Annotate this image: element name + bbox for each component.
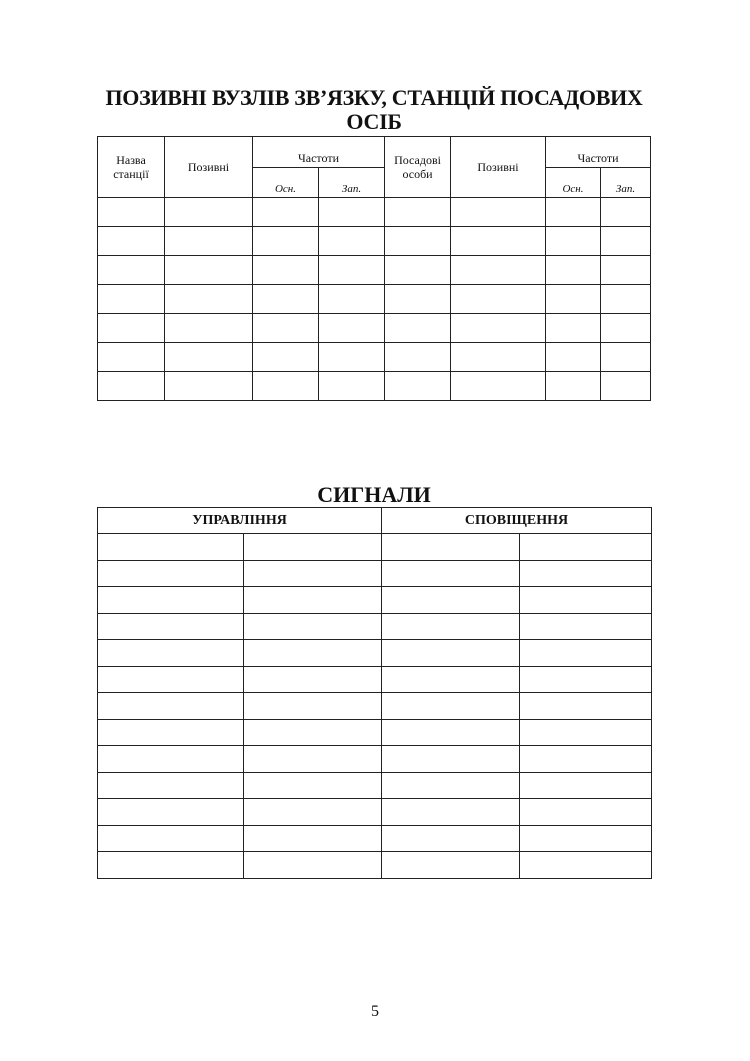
empty-cell — [601, 227, 651, 256]
empty-cell — [520, 746, 652, 773]
empty-cell — [244, 693, 382, 720]
empty-cell — [520, 693, 652, 720]
empty-cell — [546, 314, 601, 343]
empty-cell — [319, 227, 385, 256]
empty-cell — [382, 772, 520, 799]
header-station-name: Назва станції — [98, 137, 165, 198]
empty-cell — [385, 198, 451, 227]
empty-cell — [319, 314, 385, 343]
empty-cell — [520, 825, 652, 852]
empty-cell — [546, 372, 601, 401]
empty-cell — [385, 372, 451, 401]
empty-cell — [98, 227, 165, 256]
empty-cell — [385, 314, 451, 343]
empty-cell — [451, 285, 546, 314]
table-row — [98, 285, 651, 314]
empty-cell — [244, 772, 382, 799]
empty-cell — [244, 613, 382, 640]
header-notification: СПОВІЩЕННЯ — [382, 508, 652, 534]
empty-cell — [520, 772, 652, 799]
empty-cell — [165, 198, 253, 227]
empty-cell — [98, 772, 244, 799]
table-row — [98, 534, 652, 561]
empty-cell — [385, 256, 451, 285]
empty-cell — [244, 666, 382, 693]
table-row — [98, 227, 651, 256]
empty-cell — [520, 560, 652, 587]
table-row — [98, 719, 652, 746]
empty-cell — [244, 534, 382, 561]
empty-cell — [520, 534, 652, 561]
header-reserve: Зап. — [601, 168, 651, 198]
table-row — [98, 666, 652, 693]
empty-cell — [253, 227, 319, 256]
empty-cell — [451, 227, 546, 256]
empty-cell — [253, 372, 319, 401]
table-row — [98, 825, 652, 852]
empty-cell — [244, 746, 382, 773]
table-row — [98, 613, 652, 640]
empty-cell — [244, 587, 382, 614]
empty-cell — [253, 314, 319, 343]
header-reserve: Зап. — [319, 168, 385, 198]
empty-cell — [319, 256, 385, 285]
empty-cell — [451, 256, 546, 285]
table-row — [98, 560, 652, 587]
empty-cell — [98, 799, 244, 826]
empty-cell — [451, 343, 546, 372]
empty-cell — [98, 372, 165, 401]
empty-cell — [601, 198, 651, 227]
empty-cell — [382, 746, 520, 773]
header-control: УПРАВЛІННЯ — [98, 508, 382, 534]
empty-cell — [451, 198, 546, 227]
empty-cell — [520, 852, 652, 879]
signals-title: СИГНАЛИ — [317, 482, 431, 507]
empty-cell — [546, 198, 601, 227]
empty-cell — [244, 825, 382, 852]
empty-cell — [319, 198, 385, 227]
empty-cell — [98, 825, 244, 852]
empty-cell — [98, 587, 244, 614]
empty-cell — [382, 560, 520, 587]
empty-cell — [382, 719, 520, 746]
empty-cell — [244, 852, 382, 879]
header-frequencies: Частоти — [253, 137, 385, 168]
empty-cell — [520, 799, 652, 826]
empty-cell — [546, 285, 601, 314]
empty-cell — [98, 613, 244, 640]
empty-cell — [319, 372, 385, 401]
empty-cell — [244, 640, 382, 667]
empty-cell — [165, 343, 253, 372]
empty-cell — [546, 227, 601, 256]
empty-cell — [165, 227, 253, 256]
empty-cell — [253, 343, 319, 372]
empty-cell — [98, 666, 244, 693]
empty-cell — [601, 285, 651, 314]
empty-cell — [451, 372, 546, 401]
empty-cell — [165, 314, 253, 343]
empty-cell — [382, 666, 520, 693]
empty-cell — [244, 560, 382, 587]
empty-cell — [382, 799, 520, 826]
page-number: 5 — [371, 1003, 379, 1020]
table-row — [98, 343, 651, 372]
header-callsigns: Позивні — [451, 137, 546, 198]
empty-cell — [98, 534, 244, 561]
empty-cell — [385, 227, 451, 256]
header-callsigns: Позивні — [165, 137, 253, 198]
empty-cell — [520, 719, 652, 746]
empty-cell — [382, 534, 520, 561]
empty-cell — [385, 343, 451, 372]
empty-cell — [382, 825, 520, 852]
empty-cell — [98, 719, 244, 746]
table-row — [98, 693, 652, 720]
empty-cell — [385, 285, 451, 314]
empty-cell — [601, 314, 651, 343]
table-row — [98, 256, 651, 285]
empty-cell — [98, 746, 244, 773]
empty-cell — [382, 587, 520, 614]
empty-cell — [319, 285, 385, 314]
table-row — [98, 772, 652, 799]
empty-cell — [98, 314, 165, 343]
empty-cell — [601, 372, 651, 401]
header-frequencies: Частоти — [546, 137, 651, 168]
callsigns-table — [97, 136, 651, 401]
empty-cell — [601, 343, 651, 372]
empty-cell — [98, 343, 165, 372]
table-row — [98, 746, 652, 773]
table-row — [98, 799, 652, 826]
table-row — [98, 587, 652, 614]
empty-cell — [546, 343, 601, 372]
empty-cell — [520, 666, 652, 693]
empty-cell — [382, 693, 520, 720]
empty-cell — [244, 719, 382, 746]
empty-cell — [520, 587, 652, 614]
empty-cell — [546, 256, 601, 285]
table-row — [98, 640, 652, 667]
empty-cell — [253, 198, 319, 227]
empty-cell — [244, 799, 382, 826]
empty-cell — [165, 285, 253, 314]
table-row — [98, 372, 651, 401]
empty-cell — [253, 256, 319, 285]
signals-table — [97, 507, 652, 879]
empty-cell — [165, 256, 253, 285]
empty-cell — [98, 640, 244, 667]
empty-cell — [520, 640, 652, 667]
empty-cell — [165, 372, 253, 401]
empty-cell — [98, 693, 244, 720]
empty-cell — [319, 343, 385, 372]
header-main: Осн. — [253, 168, 319, 198]
empty-cell — [382, 852, 520, 879]
page-title: ПОЗИВНІ ВУЗЛІВ ЗВ’ЯЗКУ, СТАНЦІЙ ПОСАДОВИХ ОСІБ — [105, 85, 643, 134]
empty-cell — [98, 852, 244, 879]
table-row — [98, 852, 652, 879]
table-row — [98, 198, 651, 227]
empty-cell — [382, 613, 520, 640]
empty-cell — [382, 640, 520, 667]
empty-cell — [98, 560, 244, 587]
empty-cell — [98, 256, 165, 285]
empty-cell — [253, 285, 319, 314]
empty-cell — [98, 285, 165, 314]
empty-cell — [451, 314, 546, 343]
header-main: Осн. — [546, 168, 601, 198]
table-row — [98, 314, 651, 343]
empty-cell — [601, 256, 651, 285]
empty-cell — [98, 198, 165, 227]
header-officials: Посадові особи — [385, 137, 451, 198]
empty-cell — [520, 613, 652, 640]
